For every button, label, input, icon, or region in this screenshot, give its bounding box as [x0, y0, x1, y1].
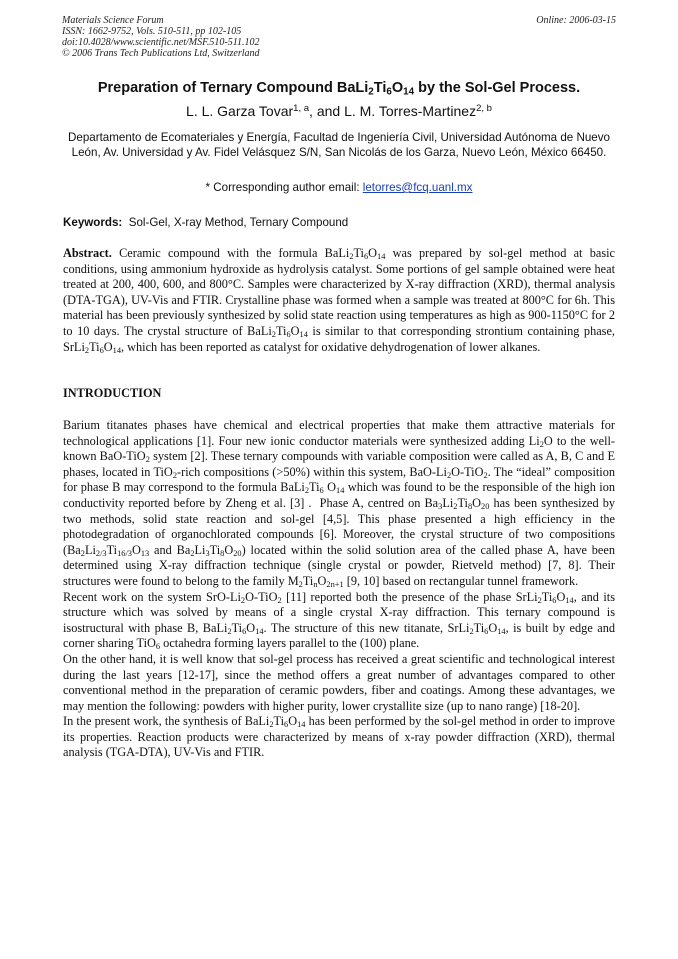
journal-header — [62, 15, 260, 59]
issn-line: ISSN: 1662-9752, Vols. 510-511, pp 102-105 — [62, 26, 242, 37]
abstract-label: Abstract. — [63, 246, 112, 260]
author-1: L. L. Garza Tovar — [186, 103, 294, 119]
intro-paragraph-2: Recent work on the system SrO-$Li_2O-TiO_2$ [11] reported both the presence of the phase $SrLi_2Ti_6O_{14}$, and its structure which was solved by means of a single crystal X-ray diffraction. This ternary compound is isostructural with phase B, $BaLi_2Ti_6O_{14}$. The structure of this new titanate, $SrLi_2Ti_6O_{14}$, is built by edge and corner sharing TiO$_6$ octahedra forming layers parallel to the (100) plane. — [63, 589, 616, 652]
author-list: L. L. Garza Tovar$^{1, a}$, and L. M. Torres-Martinez$^{2, b}$ — [186, 102, 492, 119]
journal-name: Materials Science Forum — [62, 15, 164, 26]
paper-title: Preparation of Ternary Compound $BaLi_2Ti_6O_{14}$ by the Sol-Gel Process. — [97, 80, 581, 98]
corresponding-author: * Corresponding author email: letorres@fcq.uanl.mx — [205, 181, 473, 194]
email-link[interactable]: letorres@fcq.uanl.mx — [362, 181, 473, 194]
copyright-line: © 2006 Trans Tech Publications Ltd, Switzerland — [62, 48, 260, 59]
introduction-body — [63, 418, 615, 761]
author-2: L. M. Torres-Martinez — [344, 103, 477, 119]
online-date: Online: 2006-03-15 — [536, 15, 616, 26]
intro-paragraph-1: Barium titanates phases have chemical and electrical properties that make them attractive materials for technological applications [1]. Four new ionic conductor materials were synthesized adding $Li_2O$ to the well-known BaO-TiO$_2$ system [2]. These ternary compounds with variable composition were called as A, B, C and E phases, located in TiO$_2$-rich compositions (>50%) within this system, BaO-$Li_2O-TiO_2$. The “ideal” composition for phase B may correspond to the formula $BaLi_2Ti_6$ $O_{14}$ which was found to be the responsible of the high ion conductivity reported before by Zheng et al. [3] . Phase A, centred on $Ba_3Li_2Ti_8O_{20}$ has been synthesized by two methods, solid state reaction and sol-gel [4,5]. This phase presented a high efficiency in the photodegradation of organochlorated compounds [6]. Moreover, the crystal structure of two compositions ($Ba_2Li_{2/3}Ti_{16/3}O_{13}$ and $Ba_2Li_3Ti_8O_{20}$) located within the solid solution area of the called phase A, have been determined using X-ray diffraction technique (single crystal or powder, Rietveld method) [7, 8]. Their structures were found to belong to the family $M_2Ti_nO_{2n+1}$ [9, 10] based on rectangular tunnel framework. — [63, 418, 616, 590]
doi-line: doi:10.4028/www.scientific.net/MSF.510-511.102 — [62, 37, 260, 48]
keywords-text: Sol-Gel, X-ray Method, Ternary Compound — [128, 216, 349, 229]
intro-paragraph-4: In the present work, the synthesis of $BaLi_2Ti_6O_{14}$ has been performed by the sol-gel method in order to improve its properties. Reaction products were characterized by means of x-ray powder diffraction (XRD), thermal analysis (TGA-DTA), UV-Vis and FTIR. — [63, 714, 616, 760]
affiliation: Departamento de Ecomateriales y Energía, Facultad de Ingeniería Civil, Universidad Autónoma de Nuevo León, Av. Universidad y Av. Fidel Velásquez S/N, San Nicolás de los Garza, Nuevo León, México 66450. — [68, 131, 610, 159]
keywords — [63, 216, 348, 229]
introduction-heading: INTRODUCTION — [63, 386, 162, 400]
keywords-label: Keywords: — [63, 216, 123, 229]
abstract: Abstract. Ceramic compound with the formula $BaLi_2Ti_6O_{14}$ was prepared by sol-gel method at basic conditions, using ammonium hydroxide as hydrolysis catalyst. Some portions of gel sample obtained were heat treated at 200, 400, 600, and 800°C. Samples were characterized by X-ray diffraction (XRD), thermal analysis (DTA-TGA), UV-Vis and FTIR. Crystalline phase was formed when a sample was treated at 800°C for 6h. This material has been previously synthesized by solid state reaction using temperatures as high as 900-1150°C for 2 to 10 days. The crystal structure of $BaLi_2Ti_6O_{14}$ is similar to that corresponding strontium containing phase, $SrLi_2Ti_6O_{14}$, which has been reported as catalyst for oxidative dehydrogenation of lower alkanes. — [63, 246, 616, 355]
intro-paragraph-3: On the other hand, it is well know that sol-gel process has received a great scientific and technological interest during the last years [12-17], since the method offers a great number of advantages compared to other conventional method in the preparation of ceramic powders, fiber and coatings. Among these advantages, we may mention the following: powders with higher purity, lower crystallite size (up to nano range) [18-20]. — [63, 651, 615, 713]
